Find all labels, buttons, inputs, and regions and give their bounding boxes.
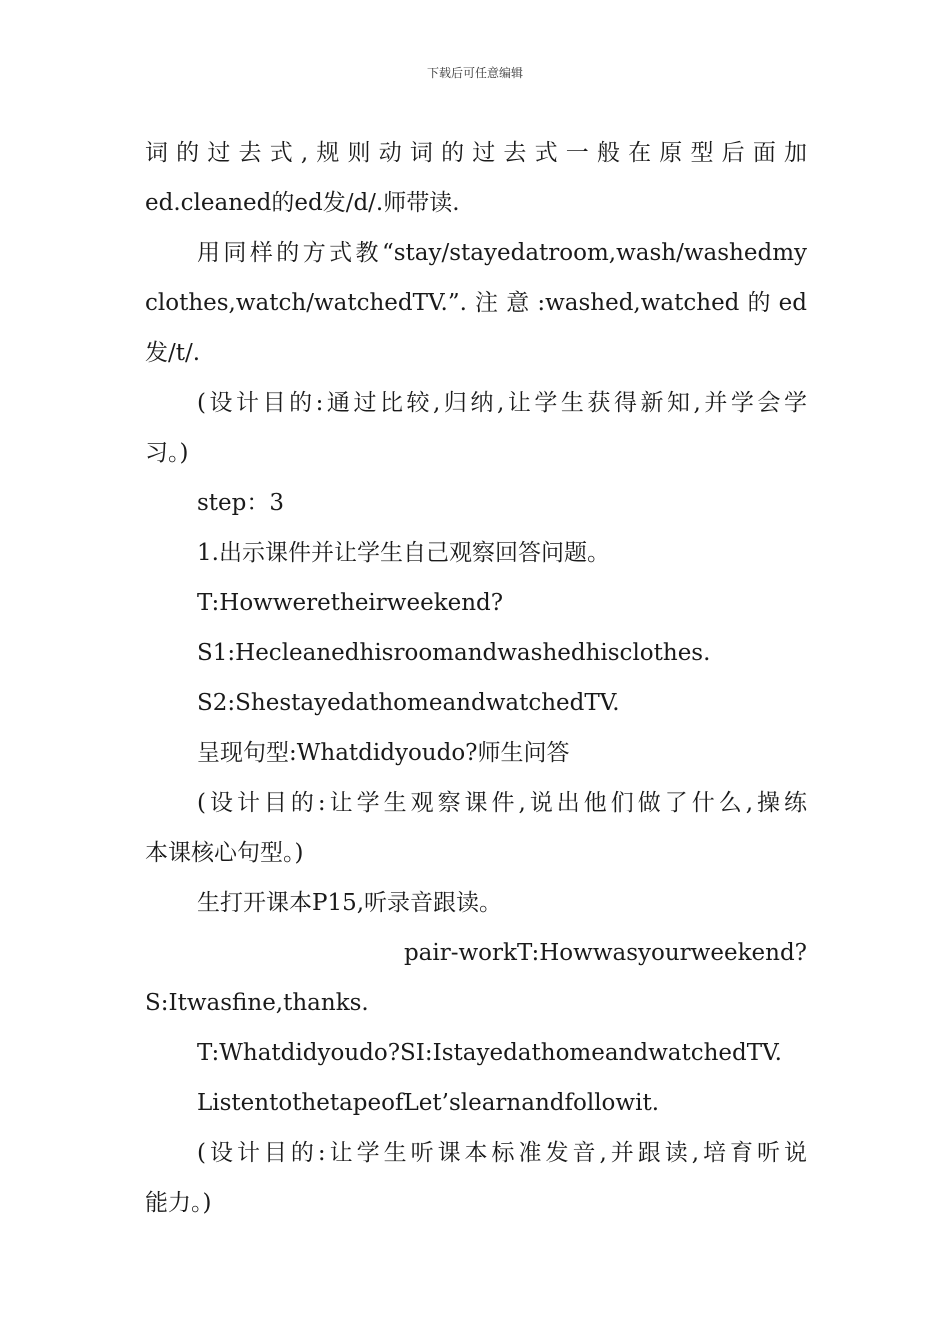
text-line: T:Whatdidyoudo?SI:IstayedathomeandwatchedTV. bbox=[197, 1040, 782, 1066]
text-line: S2:ShestayedathomeandwatchedTV. bbox=[197, 690, 620, 716]
text-line: 本课核心句型。) bbox=[145, 840, 304, 866]
text-line: clothes,watch/watchedTV.”.注意:washed,watched的ed bbox=[145, 290, 807, 316]
text-line: (设计目的:让学生听课本标准发音,并跟读,培育听说 bbox=[197, 1140, 807, 1166]
text-line: (设计目的:通过比较,归纳,让学生获得新知,并学会学 bbox=[197, 390, 807, 416]
text-line: 呈现句型:Whatdidyoudo?师生问答 bbox=[197, 740, 570, 766]
text-line: 习。) bbox=[145, 440, 189, 466]
document-body bbox=[145, 128, 807, 1228]
text-line: 发/t/. bbox=[145, 340, 201, 366]
text-line: (设计目的:让学生观察课件,说出他们做了什么,操练 bbox=[197, 790, 807, 816]
text-line: 能力。) bbox=[145, 1190, 212, 1216]
text-line: pair-workT:Howwasyourweekend? bbox=[403, 940, 807, 966]
text-line: 生打开课本P15,听录音跟读。 bbox=[197, 890, 503, 916]
text-line: T:Howweretheirweekend? bbox=[197, 590, 504, 616]
text-line: S1:Hecleanedhisroomandwashedhisclothes. bbox=[197, 640, 711, 666]
text-line: 1.出示课件并让学生自己观察回答问题。 bbox=[197, 540, 610, 566]
text-line: S:Itwasfine,thanks. bbox=[145, 990, 369, 1016]
text-line: ed.cleaned的ed发/d/.师带读. bbox=[145, 190, 460, 216]
page-header: 下载后可任意编辑 bbox=[426, 66, 523, 80]
text-line: step：3 bbox=[197, 490, 285, 516]
text-line: 词的过去式,规则动词的过去式一般在原型后面加 bbox=[145, 140, 807, 166]
text-line: 用同样的方式教“stay/stayedatroom,wash/washedmy bbox=[197, 240, 807, 266]
text-line: ListentothetapeofLet’slearnandfollowit. bbox=[197, 1090, 659, 1116]
